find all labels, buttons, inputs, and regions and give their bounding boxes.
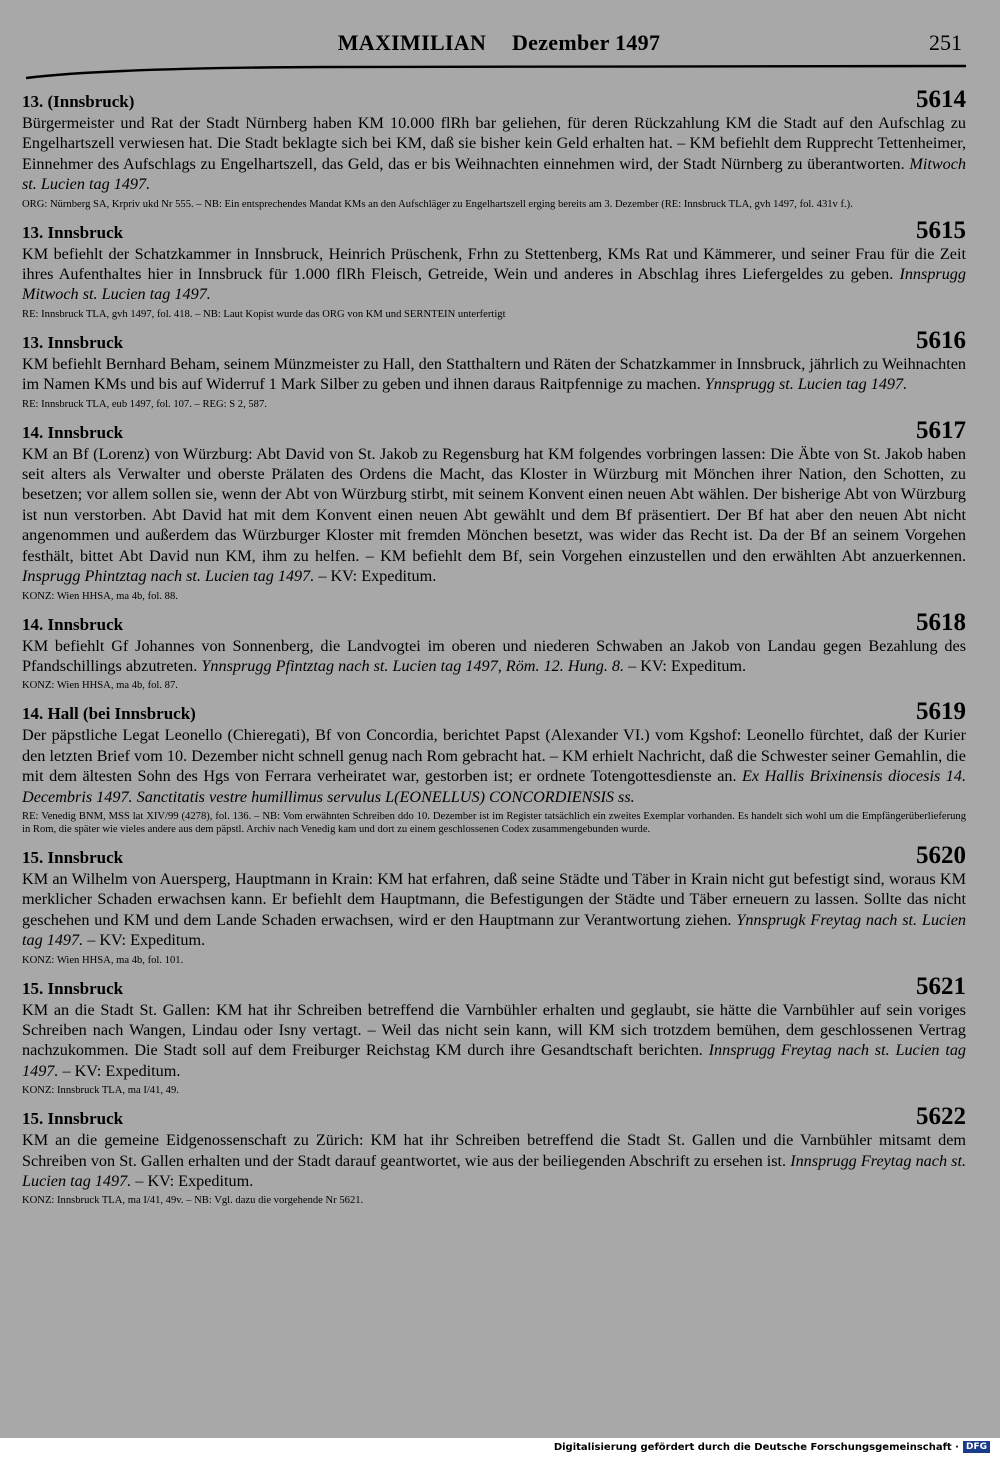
entry-date-place: 14. Innsbruck [22,422,124,442]
entry-body [22,1130,966,1191]
entry-body [22,869,966,951]
entry-number: 5614 [916,86,966,113]
entry-dating-formula: Innsprugg Freytag nach st. Lucien tag 1497. [22,1041,967,1080]
entry-source-note: KONZ: Wien HHSA, ma 4b, fol. 88. [22,590,178,602]
document-entry [22,326,966,411]
entry-body [22,244,966,305]
entry-dating-formula: Innsprugg Mitwoch st. Lucien tag 1497. [22,265,966,304]
entry-body [22,444,966,587]
entry-heading [22,972,966,1000]
entry-dating-formula: Ynnsprugg Pfintztag nach st. Lucien tag 1497, Röm. 12. Hung. 8. [201,656,625,675]
entry-number: 5615 [916,216,966,244]
entry-source-note: RE: Innsbruck TLA, gvh 1497, fol. 418. – NB: Laut Kopist wurde das ORG von KM und SERNTEIN unterfertigt [22,308,506,320]
entry-text: KM an Wilhelm von Auersperg, Hauptmann in Krain: KM hat erfahren, daß seine Städte und Täber in Krain nicht gut befestigt sind, woraus KM merklicher Schaden erwachsen kann. Er befiehlt dem Hauptmann, die Befestigungen der Städte und Täber erneuern zu lassen. Sollte das nicht geschehen und KM und dem Lande Schaden erwachsen, wird er den Hauptmann zur Verantwortung ziehen. [22,869,966,929]
entry-text-after: – KV: Expeditum. [624,656,747,675]
entry-body [22,1000,966,1082]
entry-text: KM befiehlt der Schatzkammer in Innsbruck, Heinrich Prüschenk, Frhn zu Stettenberg, KMs Rat und Kämmerer, und seiner Frau für die Zeit ihres Aufenthaltes hier in Innsbruck für 1.000 flRh Fleisch, Getreide, Wein und anderes in Abschlag ihres Liefergeldes zu geben. [22,244,966,284]
entry-date-place: 14. Hall (bei Innsbruck) [22,704,196,724]
running-title-date: Dezember 1497 [511,30,661,55]
entry-text-after: – KV: Expeditum. [58,1061,181,1080]
entry-heading [22,326,966,354]
entry-heading [22,216,966,244]
entry-source-note: RE: Innsbruck TLA, eub 1497, fol. 107. – REG: S 2, 587. [22,398,267,410]
footer-text: Digitalisierung gefördert durch die Deutsche Forschungsgemeinschaft · [553,1441,959,1453]
entry-body [22,725,966,807]
entry-number: 5620 [916,841,966,869]
running-title [28,30,970,56]
entry-number: 5616 [916,326,966,354]
entry-text-after: – KV: Expeditum. [83,931,206,950]
entry-number: 5622 [916,1103,966,1131]
entry-dating-formula: Ynnsprugk Freytag nach st. Lucien tag 1497. [22,910,966,950]
entry-text: KM befiehlt Bernhard Beham, seinem Münzmeister zu Hall, den Statthaltern und Räten der Schatzkammer in Innsbruck, jährlich zu Weihnachten im Namen KMs und bis auf Widerruf 1 Mark Silber zu geben und ihnen daraus Raitpfennige zu machen. [22,354,966,394]
entry-heading [22,1105,966,1129]
entry-date-place: 15. Innsbruck [22,978,124,998]
entry-dating-formula: Innsprugg Freytag nach st. Lucien tag 1497. [22,1151,966,1190]
running-title-name: MAXIMILIAN [337,30,487,55]
entry-dating-formula: Insprugg Phintztag nach st. Lucien tag 1497. [22,567,315,586]
document-entry [22,88,966,211]
entry-heading [22,416,966,444]
entry-body [22,113,966,195]
entry-date-place: 15. Innsbruck [22,847,124,867]
document-entry [22,416,966,603]
entry-heading [22,88,966,112]
entry-text: KM an Bf (Lorenz) von Würzburg: Abt David von St. Jakob zu Regensburg hat KM folgendes vorbringen lassen: Die Äbte von St. Jakob haben seit alters als Verwalter und oberste Prälaten des Ordens die Macht, das Kloster in Würzburg mit Mönchen ihrer Nation, den Schotten, zu besetzen; vor allem sollen sie, wenn der Abt von Würzburg stirbt, mit seinem Konvent einen neuen Abt wählen. Der bisherige Abt von Würzburg ist nun verstorben. Abt David hat mit dem Konvent einen neuen Abt gewählt und dem Bf präsentiert. Der Bf hat aber den neuen Abt nicht angenommen und außerdem das Würzburger Kloster mit fremden Mönchen besetzt, was wider das Recht ist. Da der Bf an seinem Vorgehen festhält, bittet Abt David nun KM, ihm zu helfen. – KM befiehlt dem Bf, sein Vorgehen einzustellen und den erwählten Abt anzuerkennen. [22,444,966,565]
entry-source-note: KONZ: Wien HHSA, ma 4b, fol. 101. [22,954,184,966]
entry-date-place: 15. Innsbruck [22,1109,124,1129]
entry-text: KM an die gemeine Eidgenossenschaft zu Zürich: KM hat ihr Schreiben betreffend die Stadt St. Gallen und die Varnbühler mitsamt dem Schreiben von St. Gallen erhalten und der Stadt darauf geantwortet, wie aus der beiliegenden Abschrift zu ersehen ist. [22,1131,966,1170]
entry-date-place: 13. (Innsbruck) [22,92,135,111]
entry-dating-formula: Ex Hallis Brixinensis diocesis 14. Decembris 1497. Sanctitatis vestre humillimus servulus L(EONELLUS) CONCORDIENSIS ss. [22,767,966,806]
document-entry [22,972,967,1098]
entry-text-after: – KV: Expeditum. [314,567,437,586]
document-entry [22,700,966,836]
entry-heading [22,700,966,724]
entry-text: Der päpstliche Legat Leonello (Chieregati), Bf von Concordia, berichtet Papst (Alexander VI.) vom Kgshof: Leonello fürchtet, daß der Kurier den letzten Brief vom 10. Dezember nicht schnell genug nach Rom gebracht hat. – KM erhielt Nachricht, daß die Schwester seiner Gemahlin, die mit dem ältesten Sohn des Hgs von Ferrara verheiratet war, gestorben ist; er ordnete Totengottesdienste an. [22,726,966,786]
entry-dating-formula: Ynnsprugg st. Lucien tag 1497. [704,375,908,394]
entry-heading [22,608,966,636]
entry-source-note: RE: Venedig BNM, MSS lat XIV/99 (4278), fol. 136. – NB: Vom erwähnten Schreiben ddo 10. Dezember ist im Register tatsächlich ein zweites Exemplar vorhanden. Es handelt sich wohl um die Empfängerüberlieferung in Rom, die später wie vieles andere aus dem päpstl. Archiv nach Venedig kam und dort zu einem geschlossenen Codex zusammengebunden wurde. [22,810,966,835]
entry-source-note: KONZ: Innsbruck TLA, ma I/41, 49. [22,1085,179,1097]
entry-text: KM an die Stadt St. Gallen: KM hat ihr Schreiben betreffend die Varnbühler erhalten und geglaubt, sie hätte die Varnbühler auf sein voriges Schreiben nach Wangen, Lindau oder Isny vertagt. – Weil das nicht sein kann, will KM sich trotzdem bemühen, dem geschlossenen Vertrag nachzukommen. Die Stadt soll auf dem Freiburger Reichstag KM durch ihre Gesandtschaft berichten. [22,1000,966,1060]
page-header [28,30,970,62]
entry-list [22,88,966,1215]
document-entry [22,608,966,693]
entry-number: 5617 [916,416,966,444]
document-entry [22,216,966,321]
entry-number: 5619 [916,698,966,726]
entry-number: 5618 [916,608,966,636]
entry-text: KM befiehlt Gf Johannes von Sonnenberg, die Landvogtei im oberen und niederen Schwaben an Jakob von Landau gegen Bezahlung des Pfandschillings abzutreten. [22,636,966,675]
entry-text-after: – KV: Expeditum. [131,1172,254,1190]
entry-source-note: ORG: Nürnberg SA, Krpriv ukd Nr 555. – NB: Ein entsprechendes Mandat KMs an den Aufschläger zu Engelhartszell erging bereits am 3. Dezember (RE: Innsbruck TLA, gvh 1497, fol. 431v f.). [22,198,853,210]
dfg-logo: DFG [963,1441,990,1453]
entry-date-place: 13. Innsbruck [22,222,124,242]
document-entry [22,841,966,967]
entry-date-place: 14. Innsbruck [22,614,124,634]
document-entry [22,1105,966,1207]
entry-body [22,354,966,395]
entry-body [22,636,966,677]
entry-source-note: KONZ: Wien HHSA, ma 4b, fol. 87. [22,680,178,692]
entry-number: 5621 [916,972,966,1000]
entry-date-place: 13. Innsbruck [22,332,124,352]
entry-text: Bürgermeister und Rat der Stadt Nürnberg haben KM 10.000 flRh bar geliehen, für deren Rückzahlung KM die Stadt auf den Aufschlag zu Engelhartszell verwiesen hat. Die Stadt beklagte sich bei KM, daß sie bisher kein Geld erhalten hat. – KM befiehlt dem Rupprecht Tettenheimer, Einnehmer des Aufschlags zu Engelhartszell, das Geld, das er bis Weihnachten einnehmen wird, der Stadt Nürnberg zu überantworten. [22,114,966,173]
page-number: 251 [929,30,962,55]
entry-dating-formula: Mitwoch st. Lucien tag 1497. [22,154,966,194]
header-rule [26,62,966,82]
entry-source-note: KONZ: Innsbruck TLA, ma I/41, 49v. – NB: Vgl. dazu die vorgehende Nr 5621. [22,1195,364,1207]
entry-heading [22,841,966,869]
dfg-footer [554,1441,990,1453]
